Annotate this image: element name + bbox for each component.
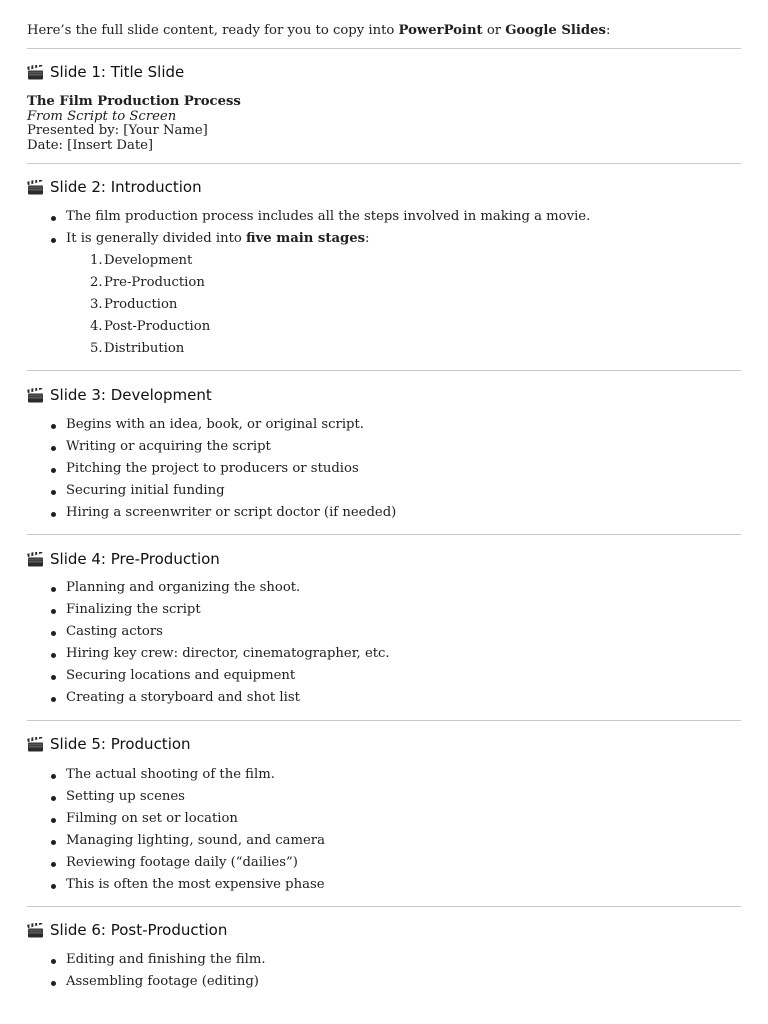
stage-text: Production — [104, 297, 178, 312]
list-item-emphasis: five main stages — [246, 231, 366, 246]
list-item — [27, 689, 390, 711]
stage-item — [27, 340, 210, 362]
stage-text: Pre-Production — [104, 275, 205, 290]
list-item-text: This is often the most expensive phase — [66, 877, 325, 892]
list-item — [27, 876, 325, 898]
clapperboard-icon — [27, 552, 44, 567]
intro-app-powerpoint: PowerPoint — [398, 23, 483, 38]
list-item — [27, 645, 390, 667]
slide-1-heading-text: Slide 1: Title Slide — [50, 63, 185, 81]
list-item — [27, 973, 266, 995]
list-item — [27, 460, 396, 482]
stage-item — [27, 252, 210, 274]
slide-6-bullets — [27, 951, 266, 995]
list-item-text: Assembling footage (editing) — [66, 974, 259, 989]
presentation-date: Date: [Insert Date] — [27, 137, 154, 153]
stages-list — [27, 252, 210, 362]
list-item — [27, 579, 390, 601]
stage-number: 1. — [90, 253, 103, 268]
list-item — [27, 208, 590, 230]
intro-suffix: : — [605, 23, 611, 38]
stage-number: 2. — [90, 275, 103, 290]
stage-number: 5. — [90, 341, 103, 356]
clapperboard-icon — [27, 388, 44, 403]
slide-3-heading-text: Slide 3: Development — [50, 386, 212, 404]
stage-text: Post-Production — [104, 319, 211, 334]
intro-prefix: Here’s the full slide content, ready for you to copy into — [27, 23, 399, 38]
slide-5-bullets — [27, 766, 325, 898]
list-item-text: Begins with an idea, book, or original script. — [66, 417, 364, 432]
list-item-text: Finalizing the script — [66, 602, 201, 617]
list-item-text: The actual shooting of the film. — [66, 767, 275, 782]
presentation-title: The Film Production Process — [27, 94, 241, 109]
stage-item — [27, 274, 210, 296]
slide-6-heading — [27, 919, 227, 941]
slide-2-heading-text: Slide 2: Introduction — [50, 178, 202, 196]
list-item-text: Securing initial funding — [66, 483, 225, 498]
stage-text: Development — [104, 253, 193, 268]
list-item — [27, 832, 325, 854]
stage-number: 3. — [90, 297, 103, 312]
slide-3-heading — [27, 384, 212, 406]
list-item — [27, 667, 390, 689]
divider — [27, 720, 741, 721]
slide-4-heading-text: Slide 4: Pre-Production — [50, 550, 220, 568]
list-item-text: Creating a storyboard and shot list — [66, 690, 300, 705]
list-item-text: Hiring a screenwriter or script doctor (if needed) — [66, 505, 397, 520]
list-item-text: Reviewing footage daily (“dailies”) — [66, 855, 298, 870]
list-item-text: It is generally divided into — [66, 231, 247, 246]
list-item-text: Planning and organizing the shoot. — [66, 580, 301, 595]
slide-4-bullets — [27, 579, 390, 711]
list-item — [27, 230, 590, 252]
slide-5-heading — [27, 733, 191, 755]
list-item-text: The film production process includes all the steps involved in making a movie. — [66, 209, 591, 224]
slide-2-heading — [27, 176, 202, 198]
list-item-text: Securing locations and equipment — [66, 668, 296, 683]
list-item — [27, 416, 396, 438]
list-item-text: Pitching the project to producers or studios — [66, 461, 359, 476]
list-item-text: Setting up scenes — [66, 789, 185, 804]
divider — [27, 534, 741, 535]
list-item-text: Casting actors — [66, 624, 163, 639]
slide-1-title-block — [27, 95, 241, 153]
slide-2-bullets — [27, 208, 590, 252]
intro-app-google-slides: Google Slides — [505, 23, 606, 38]
list-item — [27, 766, 325, 788]
clapperboard-icon — [27, 180, 44, 195]
intro-line — [27, 22, 610, 40]
slide-5-heading-text: Slide 5: Production — [50, 735, 191, 753]
clapperboard-icon — [27, 923, 44, 938]
list-item-text: Managing lighting, sound, and camera — [66, 833, 325, 848]
presentation-subtitle: From Script to Screen — [27, 108, 177, 124]
divider — [27, 163, 741, 164]
stage-number: 4. — [90, 319, 103, 334]
stage-item — [27, 296, 210, 318]
slide-1-heading — [27, 61, 184, 83]
stage-text: Distribution — [104, 341, 185, 356]
list-item — [27, 854, 325, 876]
slide-4-heading — [27, 548, 220, 570]
divider — [27, 370, 741, 371]
slide-6-heading-text: Slide 6: Post-Production — [50, 921, 228, 939]
list-item — [27, 788, 325, 810]
list-item-text: Writing or acquiring the script — [66, 439, 271, 454]
clapperboard-icon — [27, 65, 44, 80]
list-item-text: : — [365, 231, 370, 246]
list-item — [27, 623, 390, 645]
list-item — [27, 951, 266, 973]
list-item — [27, 438, 396, 460]
list-item — [27, 810, 325, 832]
stage-item — [27, 318, 210, 340]
intro-mid: or — [482, 23, 506, 38]
list-item-text: Editing and finishing the film. — [66, 952, 266, 967]
divider — [27, 906, 741, 907]
list-item-text: Hiring key crew: director, cinematographer, etc. — [66, 646, 390, 661]
list-item — [27, 504, 396, 526]
presented-by: Presented by: [Your Name] — [27, 123, 208, 139]
list-item — [27, 601, 390, 623]
divider — [27, 48, 741, 49]
slide-3-bullets — [27, 416, 396, 526]
list-item-text: Filming on set or location — [66, 811, 238, 826]
list-item — [27, 482, 396, 504]
clapperboard-icon — [27, 737, 44, 752]
